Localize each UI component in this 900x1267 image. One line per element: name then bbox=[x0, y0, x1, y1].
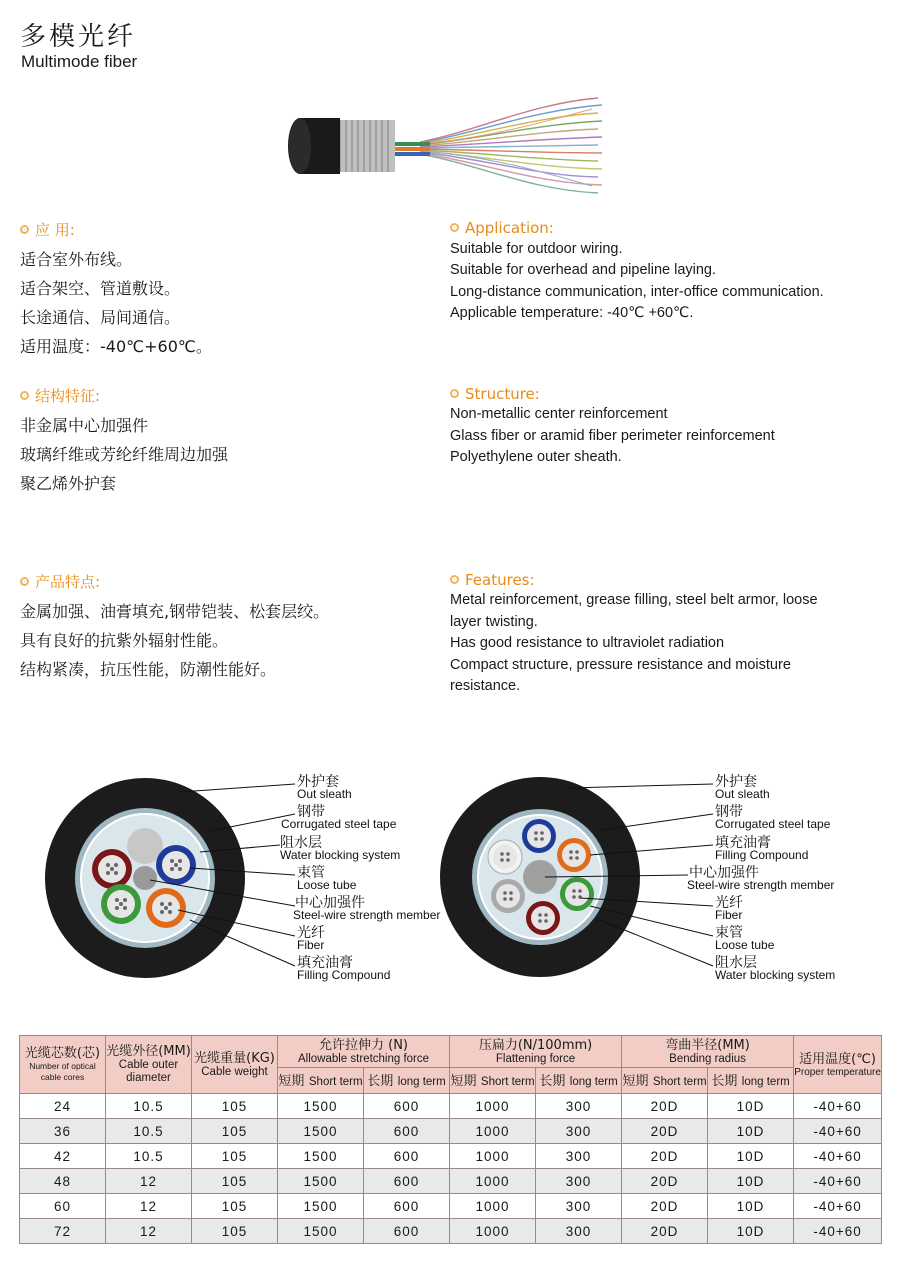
table-cell: 300 bbox=[536, 1144, 622, 1169]
application-line-en: Applicable temperature: -40℃ +60℃. bbox=[450, 305, 694, 321]
table-cell: 1500 bbox=[278, 1094, 364, 1119]
features-heading-cn: 产品特点: bbox=[20, 571, 100, 592]
table-cell: 12 bbox=[106, 1169, 192, 1194]
table-cell: 1000 bbox=[450, 1169, 536, 1194]
table-cell: 1000 bbox=[450, 1119, 536, 1144]
left-label-cn: 外护套 bbox=[297, 774, 339, 790]
table-cell: 10D bbox=[708, 1194, 794, 1219]
table-cell: 300 bbox=[536, 1169, 622, 1194]
table-cell: 600 bbox=[364, 1119, 450, 1144]
right-label-en: Fiber bbox=[715, 908, 743, 922]
application-heading-en: Application: bbox=[450, 219, 554, 237]
loose-tube-green bbox=[560, 877, 594, 911]
table-cell: 10D bbox=[708, 1144, 794, 1169]
header-long-term: 长期 long term bbox=[708, 1068, 794, 1094]
table-row bbox=[20, 1094, 882, 1119]
page-title: 多模光纤 bbox=[20, 22, 137, 52]
loose-tube-grey bbox=[491, 879, 525, 913]
application-heading-cn: 应 用: bbox=[20, 219, 75, 240]
features-line-en: resistance. bbox=[450, 678, 521, 694]
table-cell: 10D bbox=[708, 1119, 794, 1144]
table-cell: 600 bbox=[364, 1094, 450, 1119]
table-cell: 20D bbox=[622, 1219, 708, 1244]
left-label-en: Out sleath bbox=[297, 787, 352, 801]
application-line-en: Suitable for overhead and pipeline laying. bbox=[450, 262, 717, 278]
table-cell: 300 bbox=[536, 1094, 622, 1119]
structure-line-en: Non-metallic center reinforcement bbox=[450, 406, 668, 422]
left-label-cn: 束管 bbox=[297, 865, 325, 881]
features-line-en: Has good resistance to ultraviolet radiation bbox=[450, 635, 725, 651]
right-label-cn: 束管 bbox=[715, 925, 743, 941]
table-cell: -40+60 bbox=[794, 1169, 882, 1194]
features-line-en: Compact structure, pressure resistance and moisture bbox=[450, 657, 791, 673]
table-cell: -40+60 bbox=[794, 1094, 882, 1119]
left-label-cn: 中心加强件 bbox=[295, 895, 365, 911]
table-cell: -40+60 bbox=[794, 1119, 882, 1144]
spec-table bbox=[19, 1035, 882, 1244]
application-line-cn: 长途通信、局间通信。 bbox=[20, 308, 181, 327]
table-cell: 12 bbox=[106, 1219, 192, 1244]
table-cell: 300 bbox=[536, 1119, 622, 1144]
header-cores: 光缆芯数(芯) Number of optical cable cores bbox=[20, 1036, 106, 1094]
table-cell: 105 bbox=[192, 1194, 278, 1219]
table-cell: 24 bbox=[20, 1094, 106, 1119]
table-cell: 105 bbox=[192, 1144, 278, 1169]
table-cell: 1500 bbox=[278, 1119, 364, 1144]
application-line-en: Long-distance communication, inter-office communication. bbox=[450, 284, 824, 300]
left-label-en: Loose tube bbox=[297, 878, 357, 892]
left-label-en: Fiber bbox=[297, 938, 325, 952]
right-label-cn: 外护套 bbox=[715, 774, 757, 790]
features-line-cn: 具有良好的抗紫外辐射性能。 bbox=[20, 631, 229, 650]
application-line-en: Suitable for outdoor wiring. bbox=[450, 241, 623, 257]
table-row bbox=[20, 1194, 882, 1219]
features-line-cn: 结构紧凑，抗压性能，防潮性能好。 bbox=[20, 660, 277, 679]
header-short-term: 短期 Short term bbox=[622, 1068, 708, 1094]
structure-heading-en: Structure: bbox=[450, 385, 540, 403]
header-short-term: 短期 Short term bbox=[450, 1068, 536, 1094]
table-cell: 10.5 bbox=[106, 1144, 192, 1169]
table-cell: -40+60 bbox=[794, 1219, 882, 1244]
application-line-cn: 适用温度：-40℃+60℃。 bbox=[20, 337, 212, 356]
table-cell: 20D bbox=[622, 1194, 708, 1219]
table-cell: 10D bbox=[708, 1169, 794, 1194]
table-cell: 10D bbox=[708, 1094, 794, 1119]
right-label-en: Loose tube bbox=[715, 938, 775, 952]
table-cell: 300 bbox=[536, 1194, 622, 1219]
features-line-en: layer twisting. bbox=[450, 614, 538, 630]
header-tension: 允许拉伸力 (N) Allowable stretching force bbox=[278, 1036, 450, 1068]
left-label-cn: 光纤 bbox=[297, 925, 325, 941]
header-long-term: 长期 long term bbox=[364, 1068, 450, 1094]
table-cell: -40+60 bbox=[794, 1194, 882, 1219]
right-label-cn: 光纤 bbox=[715, 895, 743, 911]
left-label-en: Corrugated steel tape bbox=[281, 817, 397, 831]
central-strength-member bbox=[133, 866, 157, 890]
left-label-en: Steel-wire strength member bbox=[293, 908, 441, 922]
header-long-term: 长期 long term bbox=[536, 1068, 622, 1094]
table-cell: -40+60 bbox=[794, 1144, 882, 1169]
loose-tube-blue bbox=[522, 819, 556, 853]
header-weight: 光缆重量(KG) Cable weight bbox=[192, 1036, 278, 1094]
cable-product-illustration bbox=[280, 90, 610, 200]
table-cell: 300 bbox=[536, 1219, 622, 1244]
application-line-cn: 适合架空、管道敷设。 bbox=[20, 279, 181, 298]
right-label-cn: 填充油膏 bbox=[715, 835, 771, 851]
table-cell: 1500 bbox=[278, 1144, 364, 1169]
table-cell: 10.5 bbox=[106, 1119, 192, 1144]
table-cell: 48 bbox=[20, 1169, 106, 1194]
header-diameter: 光缆外径(MM) Cable outer diameter bbox=[106, 1036, 192, 1094]
left-label-en: Water blocking system bbox=[280, 848, 401, 862]
table-row bbox=[20, 1144, 882, 1169]
right-label-en: Steel-wire strength member bbox=[687, 878, 835, 892]
table-cell: 1500 bbox=[278, 1169, 364, 1194]
left-label-cn: 钢带 bbox=[297, 804, 325, 820]
features-heading-en: Features: bbox=[450, 571, 535, 589]
table-cell: 20D bbox=[622, 1169, 708, 1194]
structure-line-cn: 聚乙烯外护套 bbox=[20, 474, 117, 493]
structure-line-en: Polyethylene outer sheath. bbox=[450, 449, 622, 465]
table-cell: 600 bbox=[364, 1169, 450, 1194]
table-cell: 10.5 bbox=[106, 1094, 192, 1119]
right-label-cn: 阻水层 bbox=[715, 955, 757, 971]
structure-line-cn: 非金属中心加强件 bbox=[20, 416, 149, 435]
left-label-cn: 填充油膏 bbox=[297, 955, 353, 971]
table-cell: 105 bbox=[192, 1169, 278, 1194]
table-cell: 42 bbox=[20, 1144, 106, 1169]
features-line-cn: 金属加强、油膏填充,钢带铠装、松套层绞。 bbox=[20, 602, 330, 621]
table-cell: 1000 bbox=[450, 1219, 536, 1244]
loose-tube-brown bbox=[526, 901, 560, 935]
loose-tube-orange bbox=[557, 838, 591, 872]
header-temp: 适用温度(℃) Proper temperature bbox=[794, 1036, 882, 1094]
table-cell: 20D bbox=[622, 1094, 708, 1119]
header-flatten: 压扁力(N/100mm) Flattening force bbox=[450, 1036, 622, 1068]
features-line-en: Metal reinforcement, grease filling, steel belt armor, loose bbox=[450, 592, 818, 608]
right-label-en: Water blocking system bbox=[715, 968, 836, 982]
table-cell: 20D bbox=[622, 1119, 708, 1144]
table-row bbox=[20, 1119, 882, 1144]
cross-section-right bbox=[430, 760, 730, 1020]
table-cell: 105 bbox=[192, 1094, 278, 1119]
steel-tape bbox=[335, 120, 395, 172]
loose-tube-white bbox=[488, 840, 522, 874]
header-bend: 弯曲半径(MM) Bending radius bbox=[622, 1036, 794, 1068]
table-cell: 105 bbox=[192, 1119, 278, 1144]
structure-heading-cn: 结构特征: bbox=[20, 385, 100, 406]
header-short-term: 短期 Short term bbox=[278, 1068, 364, 1094]
table-cell: 20D bbox=[622, 1144, 708, 1169]
table-cell: 600 bbox=[364, 1144, 450, 1169]
table-cell: 1500 bbox=[278, 1219, 364, 1244]
table-cell: 1000 bbox=[450, 1194, 536, 1219]
fiber-strands bbox=[420, 98, 602, 193]
table-cell: 10D bbox=[708, 1219, 794, 1244]
structure-line-en: Glass fiber or aramid fiber perimeter reinforcement bbox=[450, 428, 775, 444]
page-subtitle: Multimode fiber bbox=[21, 52, 138, 71]
table-cell: 600 bbox=[364, 1219, 450, 1244]
right-label-en: Out sleath bbox=[715, 787, 770, 801]
table-cell: 1500 bbox=[278, 1194, 364, 1219]
table-cell: 1000 bbox=[450, 1094, 536, 1119]
table-cell: 12 bbox=[106, 1194, 192, 1219]
table-cell: 1000 bbox=[450, 1144, 536, 1169]
right-label-en: Filling Compound bbox=[715, 848, 809, 862]
table-row bbox=[20, 1219, 882, 1244]
table-cell: 105 bbox=[192, 1219, 278, 1244]
table-cell: 36 bbox=[20, 1119, 106, 1144]
application-line-cn: 适合室外布线。 bbox=[20, 250, 133, 269]
table-row bbox=[20, 1169, 882, 1194]
table-cell: 60 bbox=[20, 1194, 106, 1219]
right-label-cn: 钢带 bbox=[715, 804, 743, 820]
left-label-cn: 阻水层 bbox=[280, 835, 322, 851]
left-label-en: Filling Compound bbox=[297, 968, 391, 982]
structure-line-cn: 玻璃纤维或芳纶纤维周边加强 bbox=[20, 445, 229, 464]
table-cell: 600 bbox=[364, 1194, 450, 1219]
right-label-en: Corrugated steel tape bbox=[715, 817, 831, 831]
right-label-cn: 中心加强件 bbox=[689, 865, 759, 881]
table-cell: 72 bbox=[20, 1219, 106, 1244]
